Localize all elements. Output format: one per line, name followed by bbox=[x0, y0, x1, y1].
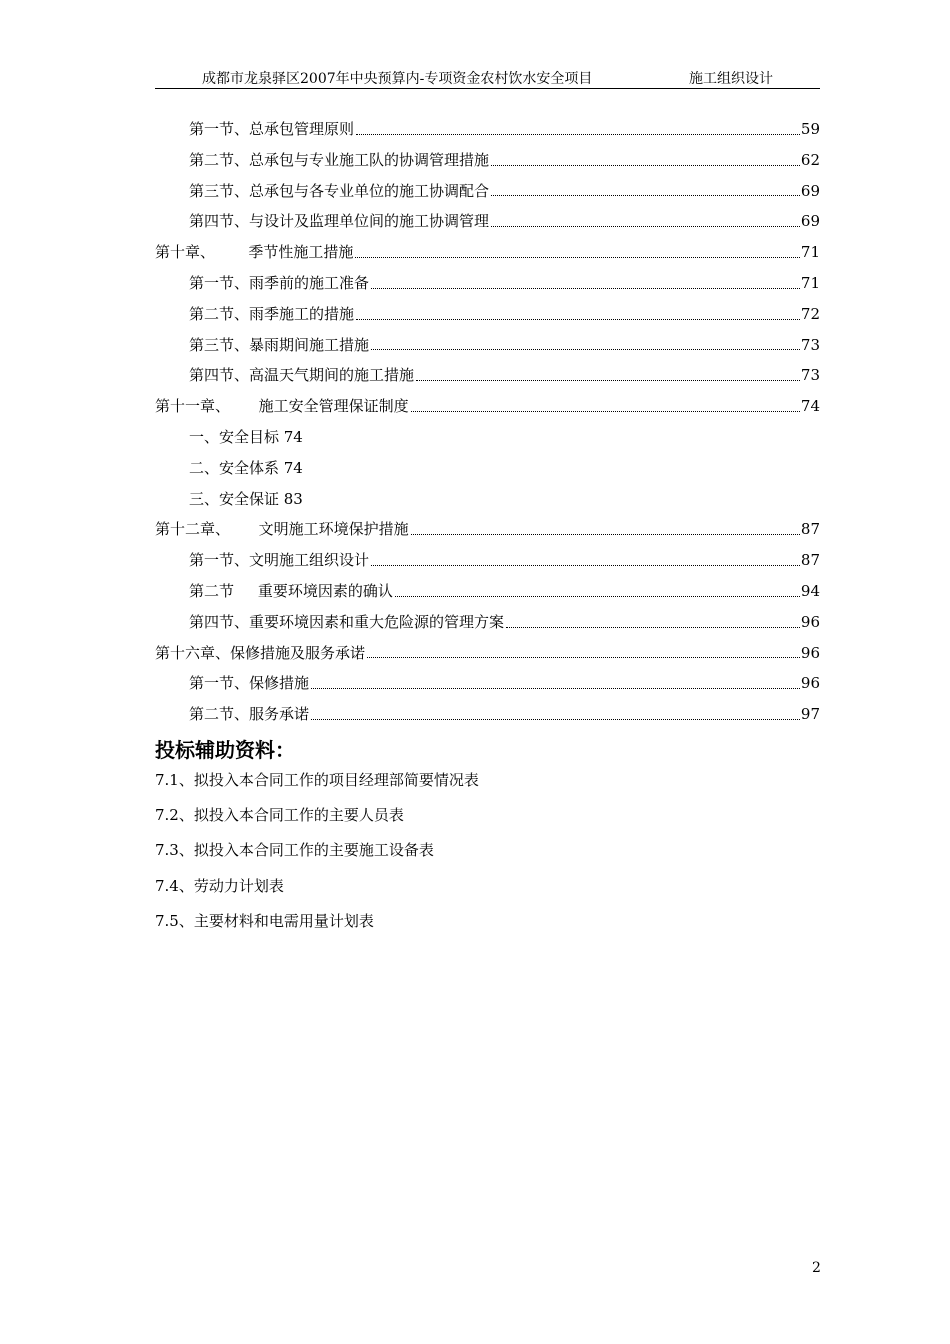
page-number: 2 bbox=[812, 1260, 821, 1276]
toc-entry-text: 第二节、雨季施工的措施 bbox=[189, 304, 355, 323]
toc-entry-page: 59 bbox=[800, 120, 820, 138]
toc-dot-leader bbox=[311, 719, 800, 720]
toc-dot-leader bbox=[411, 411, 800, 412]
toc-entry[interactable] bbox=[155, 391, 820, 422]
toc-dot-leader bbox=[311, 688, 800, 689]
toc-entry-text: 三、安全保证 83 bbox=[189, 489, 303, 508]
aux-title: 投标辅助资料： bbox=[155, 738, 295, 762]
toc-entry[interactable] bbox=[155, 638, 820, 669]
toc-entry[interactable] bbox=[155, 176, 820, 207]
toc-dot-leader bbox=[355, 257, 800, 258]
toc-entry-text: 第二节 重要环境因素的确认 bbox=[189, 581, 393, 600]
toc-dot-leader bbox=[491, 195, 800, 196]
toc-dot-leader bbox=[367, 657, 800, 658]
toc-entry-page: 96 bbox=[800, 674, 820, 693]
toc-entry[interactable] bbox=[155, 668, 820, 699]
toc-dot-leader bbox=[371, 349, 800, 350]
toc-entry-text: 第一节、文明施工组织设计 bbox=[189, 551, 370, 570]
toc-entry[interactable] bbox=[155, 514, 820, 545]
toc-dot-leader bbox=[506, 627, 800, 628]
toc-entry-page: 69 bbox=[800, 181, 820, 200]
toc-entry-text: 第四节、重要环境因素和重大危险源的管理方案 bbox=[189, 612, 505, 631]
toc-entry-page: 71 bbox=[800, 273, 820, 292]
toc-dot-leader bbox=[356, 319, 800, 320]
aux-list-item: 7.4、劳动力计划表 bbox=[155, 876, 284, 895]
toc-entry-page: 96 bbox=[800, 643, 820, 662]
aux-list bbox=[155, 766, 479, 942]
toc-entry-page: 73 bbox=[800, 335, 820, 354]
toc-entry-text: 第一节、保修措施 bbox=[189, 674, 310, 693]
toc-entry[interactable] bbox=[155, 453, 820, 484]
header-project-title: 成都市龙泉驿区2007年中央预算内-专项资金农村饮水安全项目 bbox=[202, 71, 593, 87]
aux-list-item: 7.3、拟投入本合同工作的主要施工设备表 bbox=[155, 841, 434, 860]
toc-entry-text: 第二节、服务承诺 bbox=[189, 705, 310, 724]
toc-entry[interactable] bbox=[155, 330, 820, 361]
toc-dot-leader bbox=[491, 165, 800, 166]
toc-entry-page: 87 bbox=[800, 520, 820, 539]
aux-list-item: 7.1、拟投入本合同工作的项目经理部简要情况表 bbox=[155, 771, 479, 789]
toc-entry-page: 96 bbox=[800, 612, 820, 631]
toc-entry[interactable] bbox=[155, 422, 820, 453]
toc-entry-page: 69 bbox=[800, 212, 820, 231]
aux-list-item: 7.5、主要材料和电需用量计划表 bbox=[155, 911, 374, 930]
toc-entry-text: 第三节、总承包与各专业单位的施工协调配合 bbox=[189, 181, 490, 200]
toc-entry[interactable] bbox=[155, 145, 820, 176]
toc-entry[interactable] bbox=[155, 484, 820, 515]
toc-entry[interactable] bbox=[155, 237, 820, 268]
toc-entry-text: 第十一章、 施工安全管理保证制度 bbox=[155, 397, 409, 416]
toc-entry[interactable] bbox=[155, 299, 820, 330]
toc-entry-text: 第四节、高温天气期间的施工措施 bbox=[189, 366, 415, 385]
toc-entry-text: 第三节、暴雨期间施工措施 bbox=[189, 335, 370, 354]
toc-entry-text: 第一节、总承包管理原则 bbox=[189, 120, 355, 138]
toc-dot-leader bbox=[371, 288, 800, 289]
toc-entry[interactable] bbox=[155, 360, 820, 391]
toc-dot-leader bbox=[411, 534, 800, 535]
toc-entry-text: 二、安全体系 74 bbox=[189, 458, 303, 477]
toc-entry[interactable] bbox=[155, 268, 820, 299]
aux-list-item: 7.2、拟投入本合同工作的主要人员表 bbox=[155, 806, 404, 825]
table-of-contents bbox=[155, 114, 820, 730]
toc-dot-leader bbox=[395, 596, 800, 597]
toc-entry-text: 第十二章、 文明施工环境保护措施 bbox=[155, 520, 409, 539]
toc-entry-text: 第十六章、保修措施及服务承诺 bbox=[155, 643, 366, 662]
toc-entry-text: 第四节、与设计及监理单位间的施工协调管理 bbox=[189, 212, 490, 231]
toc-entry[interactable] bbox=[155, 576, 820, 607]
toc-entry-text: 第二节、总承包与专业施工队的协调管理措施 bbox=[189, 150, 490, 169]
toc-entry[interactable] bbox=[155, 545, 820, 576]
toc-entry-page: 97 bbox=[800, 705, 820, 724]
toc-dot-leader bbox=[491, 226, 800, 227]
toc-entry-text: 第十章、 季节性施工措施 bbox=[155, 243, 354, 262]
toc-entry-page: 74 bbox=[800, 397, 820, 416]
toc-dot-leader bbox=[416, 380, 800, 381]
toc-entry-page: 73 bbox=[800, 366, 820, 385]
header-section-title: 施工组织设计 bbox=[689, 71, 773, 87]
toc-dot-leader bbox=[356, 134, 800, 135]
toc-entry-page: 94 bbox=[800, 581, 820, 600]
toc-entry-page: 72 bbox=[800, 304, 820, 323]
toc-entry-page: 71 bbox=[800, 243, 820, 262]
toc-entry-text: 第一节、雨季前的施工准备 bbox=[189, 273, 370, 292]
toc-entry-text: 一、安全目标 74 bbox=[189, 427, 303, 446]
toc-dot-leader bbox=[371, 565, 800, 566]
toc-entry-page: 62 bbox=[800, 150, 820, 169]
toc-entry[interactable] bbox=[155, 114, 820, 145]
toc-entry-page: 87 bbox=[800, 551, 820, 570]
toc-entry[interactable] bbox=[155, 699, 820, 730]
page-header bbox=[155, 64, 820, 89]
toc-entry[interactable] bbox=[155, 607, 820, 638]
toc-entry[interactable] bbox=[155, 206, 820, 237]
